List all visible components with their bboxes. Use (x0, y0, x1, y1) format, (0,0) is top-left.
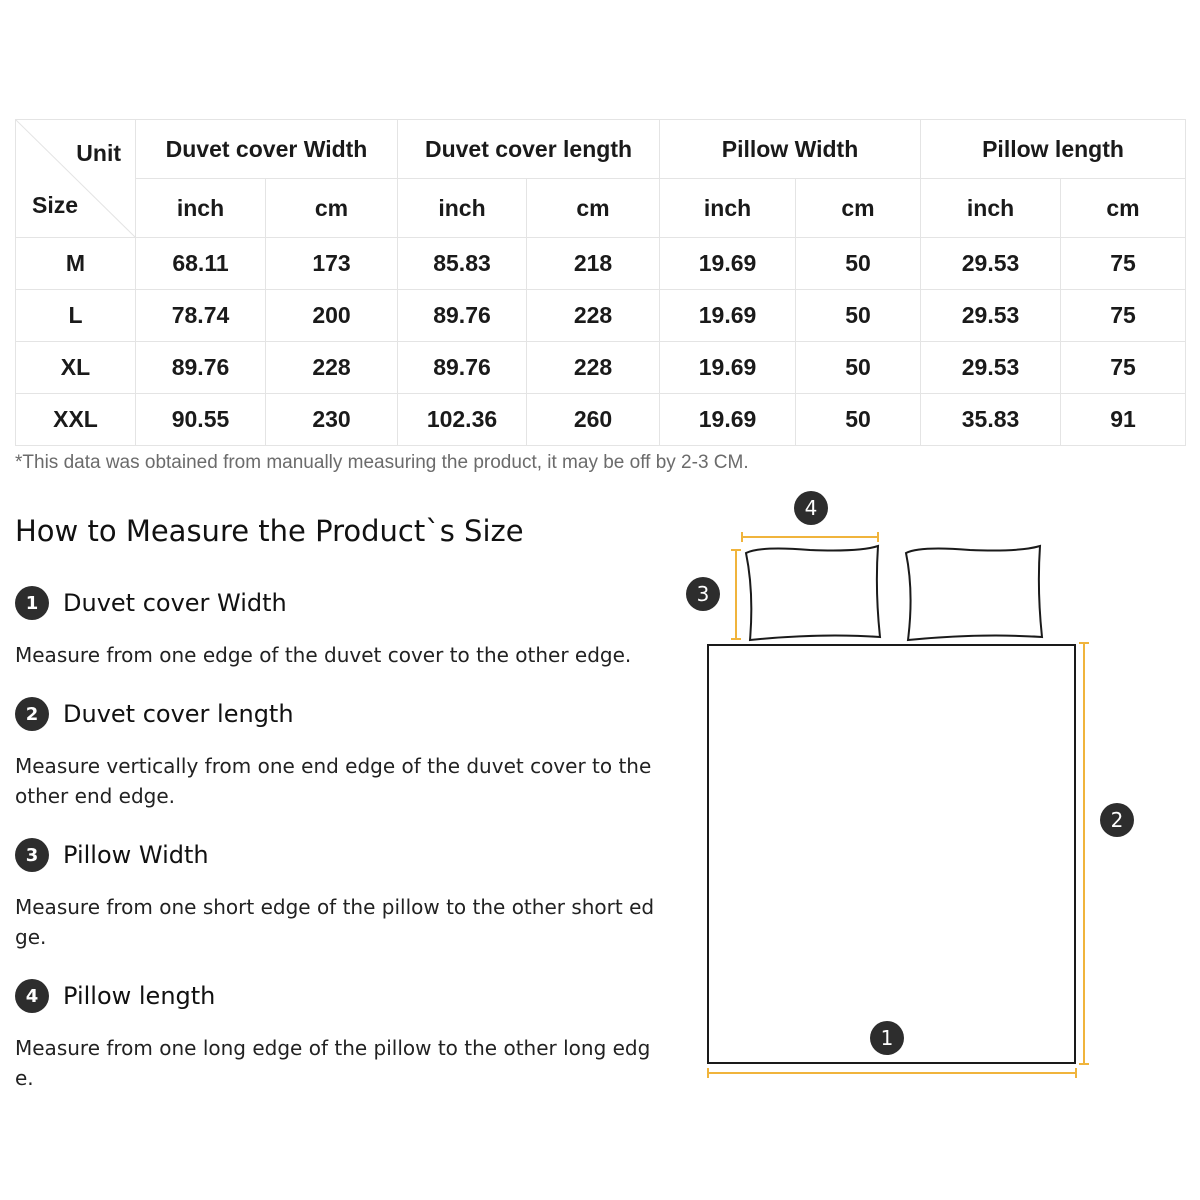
duvet-cover (708, 645, 1075, 1063)
step-header (15, 697, 655, 731)
value-cell: 19.69 (660, 238, 796, 290)
size-cell: XL (16, 342, 136, 394)
value-cell: 230 (266, 394, 398, 446)
unit-header: inch (136, 179, 266, 238)
step-description: Measure from one long edge of the pillow to the other long edge. (15, 1036, 651, 1090)
guide-title: How to Measure the Product`s Size (15, 514, 524, 548)
table-row (16, 394, 1186, 446)
value-cell: 50 (796, 394, 921, 446)
unit-header: cm (1061, 179, 1186, 238)
value-cell: 19.69 (660, 394, 796, 446)
value-cell: 78.74 (136, 290, 266, 342)
step-title: Duvet cover length (63, 700, 294, 728)
step-number-badge: 1 (15, 586, 49, 620)
marker-2-badge: 2 (1100, 803, 1134, 837)
step-number-badge: 3 (15, 838, 49, 872)
size-cell: L (16, 290, 136, 342)
value-cell: 50 (796, 342, 921, 394)
value-cell: 68.11 (136, 238, 266, 290)
step-header (15, 838, 655, 872)
unit-header: inch (921, 179, 1061, 238)
value-cell: 75 (1061, 342, 1186, 394)
table-row (16, 238, 1186, 290)
measurement-disclaimer: *This data was obtained from manually measuring the product, it may be off by 2-3 CM. (15, 452, 749, 473)
unit-header: inch (398, 179, 527, 238)
step-number-badge: 2 (15, 697, 49, 731)
step-description: Measure vertically from one end edge of the duvet cover to the other end edge. (15, 754, 652, 808)
value-cell: 218 (527, 238, 660, 290)
value-cell: 50 (796, 238, 921, 290)
value-cell: 89.76 (398, 342, 527, 394)
value-cell: 29.53 (921, 238, 1061, 290)
step-header (15, 979, 655, 1013)
pillow-width-measure-line (731, 550, 741, 639)
step-description: Measure from one edge of the duvet cover to the other edge. (15, 643, 632, 667)
group-header: Pillow length (921, 120, 1186, 179)
value-cell: 90.55 (136, 394, 266, 446)
duvet-width-measure-line (708, 1068, 1076, 1078)
value-cell: 228 (266, 342, 398, 394)
table-corner-cell (16, 120, 136, 238)
step-duvet-width (15, 586, 655, 670)
step-title: Duvet cover Width (63, 589, 287, 617)
step-pillow-length (15, 979, 655, 1093)
step-title: Pillow Width (63, 841, 209, 869)
unit-label: Unit (76, 140, 121, 166)
step-description: Measure from one short edge of the pillow to the other short edge. (15, 895, 655, 949)
marker-1-badge: 1 (870, 1021, 904, 1055)
value-cell: 102.36 (398, 394, 527, 446)
left-pillow (746, 546, 880, 640)
group-header: Duvet cover Width (136, 120, 398, 179)
step-header (15, 586, 655, 620)
size-cell: M (16, 238, 136, 290)
duvet-length-measure-line (1079, 643, 1089, 1064)
value-cell: 228 (527, 290, 660, 342)
right-pillow (906, 546, 1042, 640)
value-cell: 75 (1061, 290, 1186, 342)
size-table (15, 119, 1186, 446)
step-duvet-length (15, 697, 655, 811)
marker-3-badge: 3 (686, 577, 720, 611)
value-cell: 29.53 (921, 342, 1061, 394)
step-pillow-width (15, 838, 655, 952)
value-cell: 75 (1061, 238, 1186, 290)
value-cell: 89.76 (136, 342, 266, 394)
value-cell: 35.83 (921, 394, 1061, 446)
value-cell: 29.53 (921, 290, 1061, 342)
marker-4-badge: 4 (794, 491, 828, 525)
value-cell: 200 (266, 290, 398, 342)
step-title: Pillow length (63, 982, 216, 1010)
corner-diagonal (16, 120, 135, 237)
unit-header: inch (660, 179, 796, 238)
size-cell: XXL (16, 394, 136, 446)
table-row (16, 342, 1186, 394)
step-number-badge: 4 (15, 979, 49, 1013)
value-cell: 85.83 (398, 238, 527, 290)
value-cell: 260 (527, 394, 660, 446)
value-cell: 173 (266, 238, 398, 290)
unit-header: cm (266, 179, 398, 238)
unit-header: cm (796, 179, 921, 238)
unit-header: cm (527, 179, 660, 238)
value-cell: 19.69 (660, 342, 796, 394)
value-cell: 228 (527, 342, 660, 394)
table-row (16, 290, 1186, 342)
value-cell: 50 (796, 290, 921, 342)
size-label: Size (32, 192, 79, 218)
pillow-length-measure-line (742, 532, 878, 542)
bedding-diagram-svg (670, 480, 1170, 1100)
group-header: Pillow Width (660, 120, 921, 179)
table-header-units (16, 179, 1186, 238)
value-cell: 19.69 (660, 290, 796, 342)
value-cell: 91 (1061, 394, 1186, 446)
table-header-groups (16, 120, 1186, 179)
value-cell: 89.76 (398, 290, 527, 342)
bedding-diagram (670, 480, 1170, 1100)
group-header: Duvet cover length (398, 120, 660, 179)
